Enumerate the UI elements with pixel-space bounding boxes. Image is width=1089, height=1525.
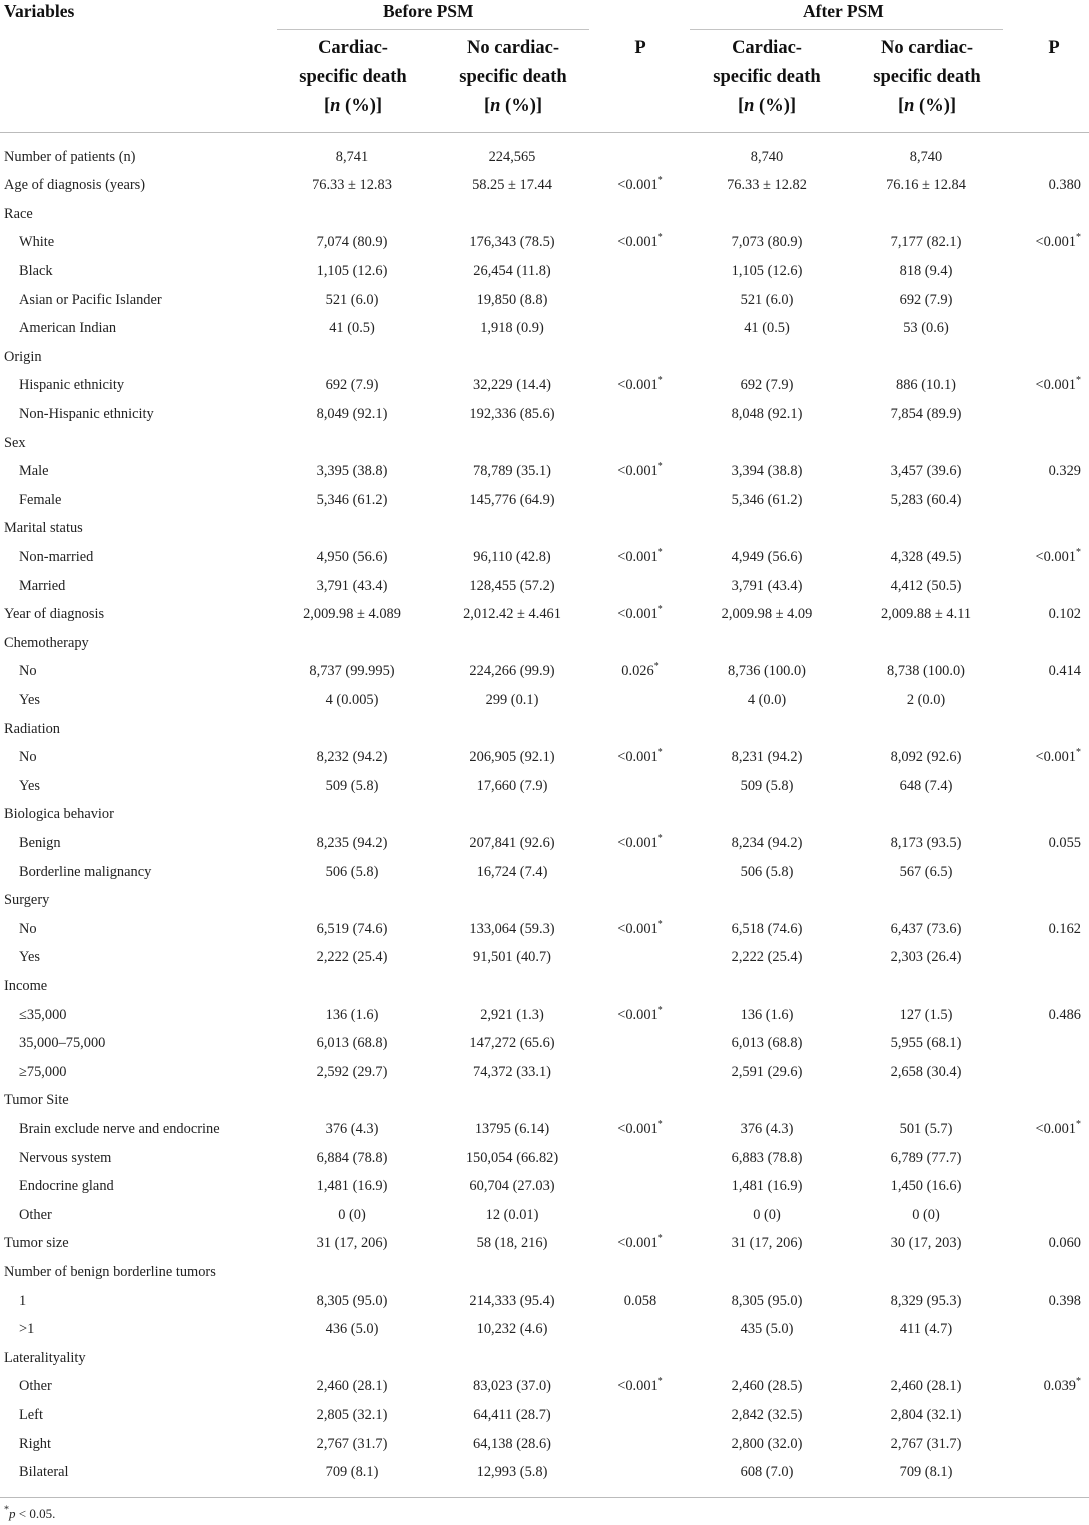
table-row [0,972,1089,1001]
cell-c1: 6,884 (78.8) [316,1149,388,1166]
cell-c1: 8,305 (95.0) [316,1292,388,1309]
cell-c3: 6,013 (68.8) [731,1035,803,1052]
cell-c3: 2,009.98 ± 4.09 [721,606,813,623]
table-row [0,1229,1089,1258]
table-row [0,400,1089,429]
table-row [0,657,1089,686]
cell-p1: <0.001* [617,1233,663,1252]
cell-c2: 83,023 (37.0) [473,1378,551,1395]
cell-c3: 3,394 (38.8) [731,463,803,480]
cell-c2: 176,343 (78.5) [469,234,555,251]
cell-p1: <0.001* [617,1004,663,1023]
cell-c3: 4 (0.0) [747,691,787,708]
row-label: 35,000–75,000 [19,1035,106,1052]
cell-c1: 6,519 (74.6) [316,920,388,937]
after-psm-header: After PSM [803,1,884,21]
cell-c2: 58 (18, 216) [476,1235,548,1252]
cell-c1: 3,395 (38.8) [316,463,388,480]
cell-c2: 17,660 (7.9) [476,777,548,794]
cell-c2: 150,054 (66.82) [465,1149,559,1166]
cell-p2: <0.001* [1035,747,1081,766]
cell-c4: 8,173 (93.5) [890,834,962,851]
cell-p2: <0.001* [1035,375,1081,394]
cell-c4: 567 (6.5) [899,863,953,880]
cell-c3: 4,949 (56.6) [731,548,803,565]
cell-c1: 3,791 (43.4) [316,577,388,594]
bottom-rule [0,1497,1089,1498]
cell-c3: 3,791 (43.4) [731,577,803,594]
cell-c1: 2,222 (25.4) [316,949,388,966]
before-psm-header: Before PSM [383,1,474,21]
table-row [0,371,1089,400]
table-row [0,772,1089,801]
cell-c2: 26,454 (11.8) [473,262,551,279]
cell-c1: 2,592 (29.7) [316,1063,388,1080]
row-label: Married [19,577,66,594]
cell-c2: 78,789 (35.1) [473,463,551,480]
cell-c3: 1,481 (16.9) [731,1178,803,1195]
table-row [0,629,1089,658]
cell-c1: 1,481 (16.9) [316,1178,388,1195]
cell-c2: 64,138 (28.6) [473,1435,551,1452]
row-label: Tumor size [4,1235,69,1252]
table-row [0,1144,1089,1173]
table-row [0,200,1089,229]
cell-c4: 2,303 (26.4) [890,949,962,966]
cell-c4: 886 (10.1) [896,377,956,394]
cell-p2: 0.398 [1048,1292,1081,1309]
cell-c4: 8,092 (92.6) [890,749,962,766]
cell-c4: 501 (5.7) [899,1120,953,1137]
row-label: Nervous system [19,1149,112,1166]
cell-p1: <0.001* [617,918,663,937]
cell-c4: 692 (7.9) [899,291,953,308]
cell-p2: <0.001* [1035,232,1081,251]
cell-c4: 2,804 (32.1) [890,1406,962,1423]
cell-c1: 8,235 (94.2) [316,834,388,851]
cell-p1: <0.001* [617,461,663,480]
cell-c4: 2 (0.0) [906,691,946,708]
table-row [0,1430,1089,1459]
cell-c3: 435 (5.0) [740,1321,794,1338]
row-label: Sex [4,434,26,451]
cell-c1: 506 (5.8) [325,863,379,880]
table-row [0,171,1089,200]
cell-p1: <0.001* [617,175,663,194]
cell-c1: 2,805 (32.1) [316,1406,388,1423]
footnote: *p < 0.05. [4,1504,56,1521]
table-row [0,686,1089,715]
table-row [0,457,1089,486]
cell-c2: 13795 (6.14) [474,1120,550,1137]
cell-c4: 6,437 (73.6) [890,920,962,937]
cell-c3: 8,234 (94.2) [731,834,803,851]
cell-c2: 145,776 (64.9) [469,491,555,508]
row-label: Number of patients (n) [4,148,136,165]
cell-c1: 41 (0.5) [329,320,375,337]
cell-c2: 32,229 (14.4) [473,377,551,394]
before-no-cardiac-header: No cardiac- specific death [n (%)] [459,38,567,116]
cell-c4: 127 (1.5) [899,1006,953,1023]
cell-p1: <0.001* [617,547,663,565]
cell-c2: 2,921 (1.3) [480,1006,544,1023]
table-row [0,943,1089,972]
cell-c1: 8,049 (92.1) [316,405,388,422]
cell-c1: 31 (17, 206) [316,1235,388,1252]
table-row [0,858,1089,887]
row-label: Non-Hispanic ethnicity [19,405,154,422]
cell-c3: 2,800 (32.0) [731,1435,803,1452]
cell-c4: 1,450 (16.6) [890,1178,962,1195]
cell-c1: 8,232 (94.2) [316,749,388,766]
row-label: Yes [19,777,40,794]
cell-c2: 224,565 [488,148,536,165]
cell-c3: 506 (5.8) [740,863,794,880]
cell-c3: 136 (1.6) [740,1006,794,1023]
before-psm-underline [277,29,589,30]
cell-c3: 509 (5.8) [740,777,794,794]
cell-c3: 31 (17, 206) [731,1235,803,1252]
row-label: Black [19,262,53,279]
cell-c3: 6,883 (78.8) [731,1149,803,1166]
cell-p2: 0.055 [1048,834,1081,851]
cell-c2: 10,232 (4.6) [476,1321,548,1338]
row-label: Non-married [19,548,94,565]
cell-c2: 60,704 (27.03) [469,1178,555,1195]
cell-c4: 8,329 (95.3) [890,1292,962,1309]
table-row [0,314,1089,343]
table-row [0,1315,1089,1344]
table-row [0,343,1089,372]
cell-c4: 53 (0.6) [903,320,949,337]
cell-c1: 436 (5.0) [325,1321,379,1338]
cell-c1: 376 (4.3) [325,1120,379,1137]
cell-p2: 0.329 [1048,463,1081,480]
cell-c4: 6,789 (77.7) [890,1149,962,1166]
cell-p2: 0.039* [1043,1376,1081,1395]
row-label: Year of diagnosis [4,606,105,623]
row-label: Borderline malignancy [19,863,152,880]
row-label: White [19,234,55,251]
cell-c1: 8,737 (99.995) [309,663,395,680]
cell-c3: 2,591 (29.6) [731,1063,803,1080]
table-row [0,1258,1089,1287]
cell-c1: 2,767 (31.7) [316,1435,388,1452]
cell-c4: 30 (17, 203) [890,1235,962,1252]
cell-c1: 7,074 (80.9) [316,234,388,251]
table-row [0,429,1089,458]
row-label: American Indian [19,320,117,337]
row-label: Radiation [4,720,60,737]
table-row [0,1172,1089,1201]
row-label: Income [4,977,48,994]
row-label: Right [19,1435,51,1452]
cell-p1: <0.001* [617,375,663,394]
cell-c4: 7,854 (89.9) [890,405,962,422]
cell-p1: <0.001* [617,833,663,851]
cell-c2: 1,918 (0.9) [480,320,544,337]
row-label: Lateralityality [4,1349,86,1366]
cell-c1: 6,013 (68.8) [316,1035,388,1052]
cell-p1: <0.001* [617,604,663,623]
cell-c3: 0 (0) [753,1206,781,1223]
table-row [0,600,1089,629]
row-label: Asian or Pacific Islander [19,291,162,308]
before-cardiac-header: Cardiac- specific death [n (%)] [299,38,407,116]
cell-c4: 7,177 (82.1) [890,234,962,251]
row-label: Age of diagnosis (years) [4,177,146,194]
table-row [0,1401,1089,1430]
cell-c2: 133,064 (59.3) [469,920,555,937]
table-row [0,1086,1089,1115]
row-label: Surgery [4,892,50,909]
cell-p2: 0.060 [1048,1235,1081,1252]
cell-p1: <0.001* [617,747,663,766]
table-row [0,800,1089,829]
cell-c1: 136 (1.6) [325,1006,379,1023]
row-label: Race [4,205,33,222]
cell-p1: 0.058 [623,1292,657,1309]
variables-header: Variables [4,1,75,21]
cell-c2: 91,501 (40.7) [473,949,551,966]
cell-c2: 74,372 (33.1) [473,1063,551,1080]
cell-c3: 521 (6.0) [740,291,794,308]
table-row [0,543,1089,572]
cell-c2: 207,841 (92.6) [469,834,555,851]
before-p-header: P [634,38,646,58]
cell-c2: 19,850 (8.8) [476,291,548,308]
row-label: Benign [19,834,61,851]
cell-p2: 0.486 [1048,1006,1081,1023]
cell-p2: 0.102 [1048,606,1081,623]
cell-c1: 2,460 (28.1) [316,1378,388,1395]
row-label: Yes [19,949,40,966]
row-label: No [19,920,37,937]
table-row [0,486,1089,515]
cell-c4: 4,328 (49.5) [890,548,962,565]
cell-c2: 12 (0.01) [485,1206,539,1223]
row-label: Tumor Site [4,1092,69,1109]
cell-c3: 2,222 (25.4) [731,949,803,966]
cell-c2: 2,012.42 ± 4.461 [463,606,561,623]
row-label: Chemotherapy [4,634,89,651]
after-cardiac-header: Cardiac- specific death [n (%)] [713,38,821,116]
after-no-cardiac-header: No cardiac- specific death [n (%)] [873,38,981,116]
cell-c3: 376 (4.3) [740,1120,794,1137]
table-row [0,1058,1089,1087]
row-label: Origin [4,348,42,365]
cell-c4: 8,740 [909,148,943,165]
row-label: >1 [19,1321,35,1338]
table-row [0,143,1089,172]
cell-p1: 0.026* [621,661,659,680]
cell-c4: 5,955 (68.1) [890,1035,962,1052]
cell-c2: 192,336 (85.6) [469,405,555,422]
row-label: Number of benign borderline tumors [4,1263,216,1280]
cell-c2: 96,110 (42.8) [473,548,551,565]
cell-c1: 4 (0.005) [325,691,379,708]
cell-c3: 8,740 [750,148,784,165]
cell-c3: 2,842 (32.5) [731,1406,803,1423]
cell-c4: 818 (9.4) [899,262,953,279]
cell-p2: <0.001* [1035,547,1081,565]
cell-c1: 4,950 (56.6) [316,548,388,565]
row-label: Left [19,1406,43,1423]
after-psm-underline [690,29,1003,30]
cell-c4: 5,283 (60.4) [890,491,962,508]
row-label: Other [19,1206,52,1223]
table-row [0,514,1089,543]
cell-c3: 6,518 (74.6) [731,920,803,937]
cell-c3: 1,105 (12.6) [731,262,803,279]
cell-c2: 12,993 (5.8) [476,1464,548,1481]
cell-c3: 8,305 (95.0) [731,1292,803,1309]
cell-c3: 8,736 (100.0) [728,663,806,680]
table-row [0,1029,1089,1058]
cell-c1: 2,009.98 ± 4.089 [303,606,401,623]
cell-c2: 147,272 (65.6) [469,1035,555,1052]
cell-c4: 411 (4.7) [899,1321,953,1338]
row-label: Endocrine gland [19,1178,114,1195]
cell-c3: 76.33 ± 12.82 [727,177,807,194]
cell-p1: <0.001* [617,1376,663,1395]
after-p-header: P [1048,38,1060,58]
cell-c4: 3,457 (39.6) [890,463,962,480]
cell-c1: 0 (0) [338,1206,366,1223]
cell-c4: 709 (8.1) [899,1464,953,1481]
row-label: ≤35,000 [19,1006,67,1023]
table-row [0,886,1089,915]
cell-c4: 2,767 (31.7) [890,1435,962,1452]
cell-c3: 7,073 (80.9) [731,234,803,251]
cell-c2: 64,411 (28.7) [473,1406,551,1423]
cell-c2: 214,333 (95.4) [469,1292,555,1309]
table-row [0,1201,1089,1230]
row-label: ≥75,000 [19,1063,67,1080]
cell-c3: 2,460 (28.5) [731,1378,803,1395]
table-row [0,1458,1089,1487]
cell-c2: 224,266 (99.9) [469,663,555,680]
table-row [0,1001,1089,1030]
cell-c2: 206,905 (92.1) [469,749,555,766]
table-row [0,286,1089,315]
cell-c4: 4,412 (50.5) [890,577,962,594]
row-label: Female [19,491,62,508]
row-label: Hispanic ethnicity [19,377,125,394]
row-label: Male [19,463,49,480]
row-label: No [19,749,37,766]
header-rule [0,132,1089,133]
row-label: Other [19,1378,52,1395]
cell-c3: 8,048 (92.1) [731,405,803,422]
table-row [0,1287,1089,1316]
cell-c3: 8,231 (94.2) [731,749,803,766]
cell-c1: 692 (7.9) [325,377,379,394]
cell-p2: 0.414 [1048,663,1081,680]
cell-c4: 2,658 (30.4) [890,1063,962,1080]
cell-c3: 608 (7.0) [740,1464,794,1481]
cell-p2: 0.162 [1048,920,1081,937]
cell-p2: <0.001* [1035,1119,1081,1137]
cell-c4: 2,009.88 ± 4.11 [880,606,972,623]
table-row [0,1115,1089,1144]
cell-c4: 8,738 (100.0) [887,663,965,680]
table-row [0,715,1089,744]
row-label: No [19,663,37,680]
row-label: 1 [19,1292,27,1309]
row-label: Brain exclude nerve and endocrine [19,1120,220,1137]
cell-c1: 8,741 [335,148,369,165]
cell-c4: 76.16 ± 12.84 [886,177,966,194]
table-row [0,572,1089,601]
cell-c2: 299 (0.1) [485,691,539,708]
cell-c1: 1,105 (12.6) [316,262,388,279]
cell-c3: 41 (0.5) [744,320,790,337]
table-row [0,257,1089,286]
cell-p1: <0.001* [617,232,663,251]
cell-c2: 128,455 (57.2) [469,577,555,594]
cell-c1: 5,346 (61.2) [316,491,388,508]
cell-c4: 0 (0) [912,1206,940,1223]
row-label: Bilateral [19,1464,69,1481]
table-row [0,743,1089,772]
table-row [0,915,1089,944]
row-label: Marital status [4,520,83,537]
cell-c3: 5,346 (61.2) [731,491,803,508]
cell-c1: 76.33 ± 12.83 [312,177,392,194]
table-row [0,1372,1089,1401]
cell-c1: 509 (5.8) [325,777,379,794]
cell-p2: 0.380 [1048,177,1081,194]
cell-c3: 692 (7.9) [740,377,794,394]
table-row [0,228,1089,257]
cell-c2: 58.25 ± 17.44 [472,177,552,194]
cell-c1: 521 (6.0) [325,291,379,308]
row-label: Biologica behavior [4,806,114,823]
table-row [0,1344,1089,1373]
cell-c2: 16,724 (7.4) [476,863,548,880]
table-row [0,829,1089,858]
row-label: Yes [19,691,40,708]
cell-c1: 709 (8.1) [325,1464,379,1481]
cell-p1: <0.001* [617,1119,663,1137]
cell-c4: 648 (7.4) [899,777,953,794]
cell-c4: 2,460 (28.1) [890,1378,962,1395]
